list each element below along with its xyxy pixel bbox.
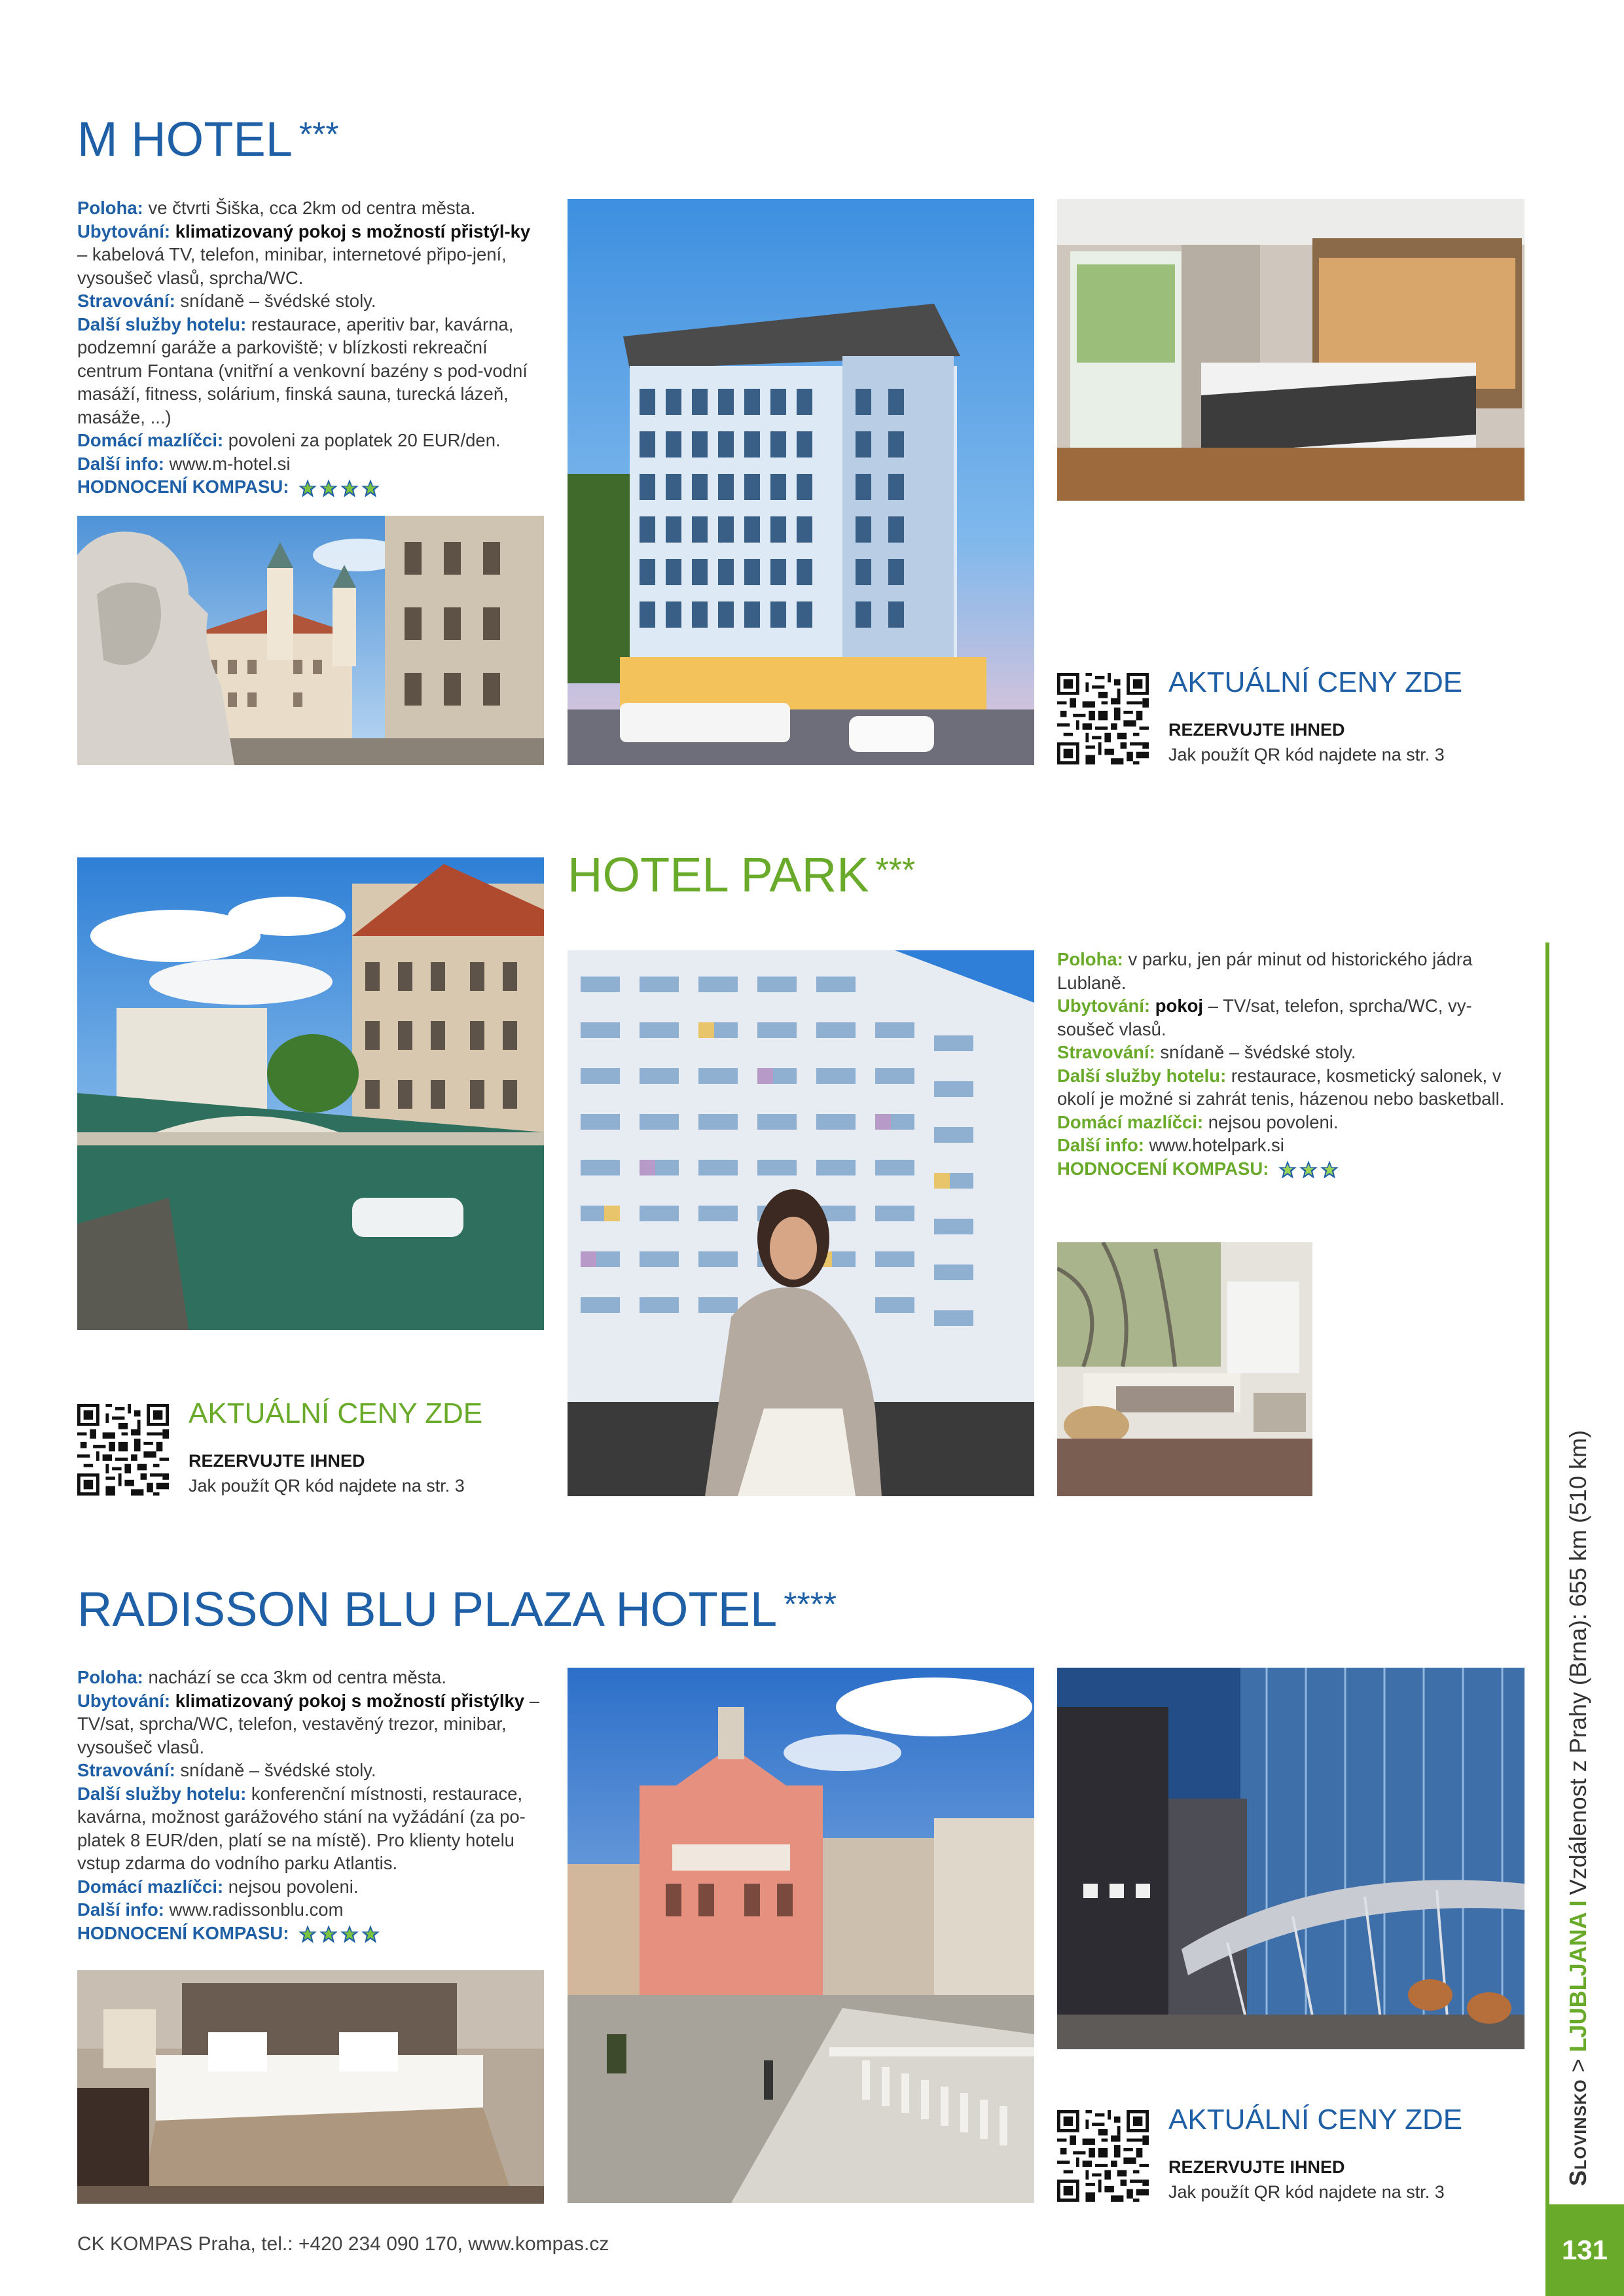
ljubljana-old-town-photo: [77, 516, 544, 765]
board-row: Stravování: snídaně – švédské stoly.: [77, 291, 376, 311]
more-info-row: Další info: www.radissonblu.com: [77, 1899, 344, 1920]
sidebar-city: LJUBLJANA: [1564, 1912, 1591, 2053]
rating-star-icon: [319, 478, 338, 498]
hotel-park-reserve-label: REZERVUJTE IHNED: [189, 1451, 365, 1471]
sidebar-distance: Vzdálenost z Prahy (Brna): 655 km (510 km): [1564, 1430, 1591, 1895]
rating-star-icon: [361, 1924, 380, 1944]
m-hotel-name: M HOTEL: [77, 112, 293, 166]
radisson-stars: ****: [784, 1586, 837, 1624]
m-hotel-price-title[interactable]: AKTUÁLNÍ CENY ZDE: [1168, 666, 1463, 698]
footer-contact: CK KOMPAS Praha, tel.: +420 234 090 170, www.kompas.cz: [77, 2233, 609, 2255]
rating-star-icon: [1278, 1160, 1297, 1179]
hotel-park-info: [1057, 948, 1528, 1180]
location-row: Poloha: nachází se cca 3km od centra města.: [77, 1667, 446, 1687]
services-row: Další služby hotelu: restaurace, aperitiv bar, kavárna, podzemní garáže a parkoviště; v blízkosti rekreační centrum Fontana (vnitřní a venkovní bazény s pod-vodní masáží, fitness, solárium, finská sauna, turecká lázeň, masáže, ...): [77, 314, 528, 427]
radisson-qr-code[interactable]: [1057, 2110, 1149, 2202]
rating-row: HODNOCENÍ KOMPASU:: [77, 475, 535, 499]
m-hotel-qr-howto: Jak použít QR kód najdete na str. 3: [1168, 745, 1445, 764]
rating-star-icon: [298, 1924, 317, 1944]
ljubljana-river-photo: [77, 857, 544, 1330]
rating-star-icon: [1299, 1160, 1318, 1179]
hotel-park-title: [568, 848, 916, 902]
hotel-park-qr-howto: Jak použít QR kód najdete na str. 3: [189, 1476, 465, 1496]
radisson-reserve-label: REZERVUJTE IHNED: [1168, 2157, 1345, 2177]
m-hotel-qr-code[interactable]: [1057, 673, 1149, 764]
services-row: Další služby hotelu: restaurace, kosmetický salonek, v okolí je možné si zahrát tenis, házenou nebo basketball.: [1057, 1065, 1505, 1109]
hotel-park-stars: ***: [875, 852, 916, 889]
pets-row: Domácí mazlíčci: povoleni za poplatek 20 EUR/den.: [77, 430, 501, 450]
m-hotel-room-photo: [1057, 199, 1525, 501]
page-number: 131: [1545, 2204, 1624, 2296]
accommodation-row: Ubytování: klimatizovaný pokoj s možností přistýlky – TV/sat, sprcha/WC, telefon, vestavěný trezor, minibar, vysoušeč vlasů.: [77, 1690, 540, 1757]
hotel-park-price-title[interactable]: AKTUÁLNÍ CENY ZDE: [189, 1397, 483, 1429]
radisson-qr-howto: Jak použít QR kód najdete na str. 3: [1168, 2182, 1445, 2202]
services-row: Další služby hotelu: konferenční místnosti, restaurace, kavárna, možnost garážového stání na vyžádání (za po-platek 8 EUR/den, platí se na místě). Pro klienty hotelu vstup zdarma do vodního parku Atlantis.: [77, 1783, 526, 1873]
m-hotel-info: [77, 196, 535, 499]
rating-star-icon: [340, 1924, 359, 1944]
more-info-row: Další info: www.m-hotel.si: [77, 453, 291, 474]
m-hotel-reserve-label: REZERVUJTE IHNED: [1168, 720, 1345, 740]
more-info-row: Další info: www.hotelpark.si: [1057, 1135, 1284, 1155]
location-row: Poloha: v parku, jen pár minut od historického jádra Lublaně.: [1057, 949, 1473, 993]
rating-stars: [1278, 1160, 1339, 1179]
rating-star-icon: [319, 1924, 338, 1944]
radisson-title: [77, 1582, 837, 1636]
radisson-room-photo: [77, 1970, 544, 2204]
sidebar-arrow: >: [1564, 2058, 1591, 2073]
sidebar-caption: [1562, 1368, 1595, 2186]
rating-star-icon: [298, 478, 317, 498]
pets-row: Domácí mazlíčci: nejsou povoleni.: [1057, 1111, 1339, 1132]
sidebar-separator: I: [1564, 1900, 1591, 1907]
board-row: Stravování: snídaně – švédské stoly.: [77, 1760, 376, 1780]
location-row: Poloha: ve čtvrti Šiška, cca 2km od centra města.: [77, 198, 476, 218]
rating-stars: [298, 478, 380, 498]
accommodation-row: Ubytování: pokoj – TV/sat, telefon, sprcha/WC, vy-soušeč vlasů.: [1057, 996, 1472, 1039]
sidebar-accent-line: [1545, 942, 1549, 2204]
rating-row: HODNOCENÍ KOMPASU:: [1057, 1157, 1528, 1181]
m-hotel-stars: ***: [298, 116, 339, 154]
hotel-park-room-photo: [1057, 1242, 1312, 1496]
accommodation-row: Ubytování: klimatizovaný pokoj s možností přistýl-ky – kabelová TV, telefon, minibar, internetové připo-jení, vysoušeč vlasů, sprcha/WC.: [77, 221, 531, 288]
m-hotel-building-photo: [568, 199, 1034, 765]
hotel-park-qr-code[interactable]: [77, 1404, 169, 1496]
m-hotel-title: [77, 112, 339, 166]
radisson-building-photo: [1057, 1668, 1525, 2049]
preseren-square-photo: [568, 1668, 1034, 2203]
hotel-park-building-photo: [568, 950, 1034, 1496]
board-row: Stravování: snídaně – švédské stoly.: [1057, 1042, 1356, 1062]
pets-row: Domácí mazlíčci: nejsou povoleni.: [77, 1876, 359, 1897]
rating-star-icon: [1320, 1160, 1339, 1179]
rating-stars: [298, 1924, 380, 1944]
radisson-info: [77, 1666, 542, 1945]
rating-star-icon: [361, 478, 380, 498]
rating-star-icon: [340, 478, 359, 498]
sidebar-country: Slovinsko: [1564, 2079, 1591, 2186]
radisson-name: RADISSON BLU PLAZA HOTEL: [77, 1582, 778, 1636]
rating-row: HODNOCENÍ KOMPASU:: [77, 1922, 542, 1945]
hotel-park-name: HOTEL PARK: [568, 848, 869, 902]
radisson-price-title[interactable]: AKTUÁLNÍ CENY ZDE: [1168, 2104, 1463, 2136]
